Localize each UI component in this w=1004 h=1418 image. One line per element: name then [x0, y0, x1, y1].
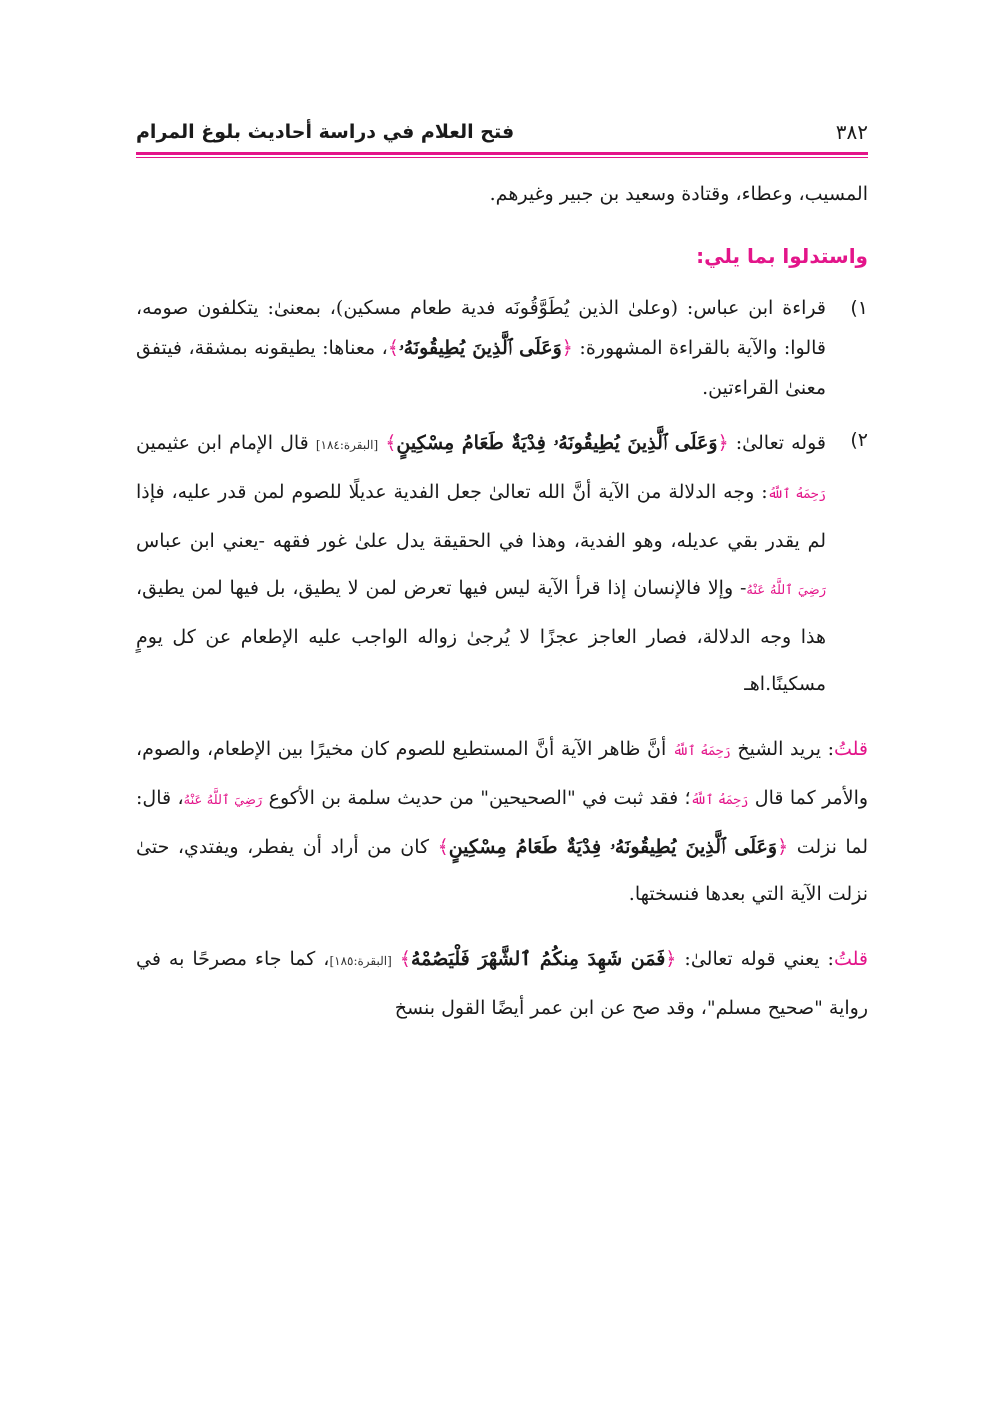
note-text: ؛ فقد ثبت في "الصحيحين" من حديث سلمة بن الأكوع	[262, 787, 691, 809]
item-number: ١)	[850, 297, 868, 319]
note-text: أنَّ ظاهر الآية أنَّ المستطيع للصوم كان مخيرًا بين الإطعام، والصوم، والأمر كما قال	[136, 738, 869, 809]
note-paragraph-1	[136, 726, 868, 918]
list-item-2	[136, 420, 868, 708]
intro-line: المسيب، وعطاء، وقتادة وسعيد بن جبير وغيرهم.	[489, 183, 868, 205]
page-number: ٣٨٢	[835, 120, 868, 144]
item-text	[136, 420, 826, 708]
note-text: : يعني قوله تعالىٰ:	[676, 948, 834, 970]
verse-reference: [البقرة:١٨٥]	[329, 954, 392, 968]
quran-verse: فَمَن شَهِدَ مِنكُمُ ٱلشَّهْرَ فَلْيَصُمْهُ	[410, 948, 666, 970]
ornate-bracket-open: ﴿	[777, 836, 789, 858]
honorific: رَحِمَهُ ٱللَّهُ	[767, 487, 826, 502]
item-text-part: قوله تعالىٰ:	[728, 432, 826, 454]
note-text: كان من أراد أن يفطر، ويفتدي، حتىٰ نزلت الآية التي بعدها فنسختها.	[136, 836, 868, 905]
header-rule-thick	[136, 152, 868, 155]
item-text-part: - وإلا فالإنسان إذا قرأ الآية ليس فيها تعرض لمن لا يطيق، بل فيها لمن يطيق، هذا وجه الدلالة، فصار العاجز عجزًا لا يُرجىٰ زواله الواجب عليه الإطعام عن كل يومٍ مسكينًا.اهـ	[136, 577, 826, 695]
qultu-label: قلتُ	[833, 738, 869, 760]
quran-verse: وَعَلَى ٱلَّذِينَ يُطِيقُونَهُۥ	[398, 337, 562, 359]
ornate-bracket-close: ﴾	[437, 836, 449, 858]
section-heading: واستدلوا بما يلي:	[696, 244, 868, 268]
note-text: : يريد الشيخ	[730, 738, 834, 760]
book-title: فتح العلام في دراسة أحاديث بلوغ المرام	[136, 121, 515, 143]
qultu-label: قلتُ	[833, 948, 868, 970]
honorific: رَحِمَهُ ٱللَّهُ	[672, 744, 731, 759]
list-item-1	[136, 288, 868, 408]
item-number: ٢)	[850, 429, 868, 451]
item-text-part: قال الإمام ابن عثيمين	[136, 432, 316, 454]
ornate-bracket-close: ﴾	[387, 337, 399, 359]
ornate-bracket-close: ﴾	[385, 432, 397, 454]
note-text: ، كما جاء مصرحًا به في رواية "صحيح مسلم"، وقد صح عن ابن عمر أيضًا القول بنسخ	[136, 948, 868, 1019]
verse-reference: [البقرة:١٨٤]	[315, 438, 379, 452]
item-text-part: : وجه الدلالة من الآية أنَّ الله تعالىٰ جعل الفدية عديلًا للصوم لمن قدر عليه، فإذا لم يقدر بقي عديله، وهو الفدية، وهذا في الحقيقة يدل علىٰ غور فقهه -يعني ابن عباس	[136, 481, 826, 552]
honorific: رَضِيَ ٱللَّهُ عَنْهُ	[746, 583, 826, 598]
item-text	[136, 288, 826, 408]
note-text: ، قال: لما نزلت	[136, 787, 868, 858]
item-text-part: قراءة ابن عباس: (وعلىٰ الذين يُطَوَّقُونَه فدية طعام مسكين)، بمعنىٰ: يتكلفون صومه، قالوا: والآية بالقراءة المشهورة:	[136, 297, 826, 359]
honorific: رَحِمَهُ ٱللَّهُ	[690, 793, 749, 808]
main-content	[136, 174, 868, 1032]
ornate-bracket-close: ﴾	[399, 948, 411, 970]
ornate-bracket-open: ﴿	[561, 337, 573, 359]
note-paragraph-2	[136, 936, 868, 1032]
ornate-bracket-open: ﴿	[717, 432, 729, 454]
page-header	[136, 112, 868, 152]
quran-verse: وَعَلَى ٱلَّذِينَ يُطِيقُونَهُۥ فِدْيَةٌ طَعَامُ مِسْكِينٍ	[396, 432, 718, 454]
honorific: رَضِيَ ٱللَّهُ عَنْهُ	[183, 793, 263, 808]
header-rule-thin	[136, 157, 868, 158]
ornate-bracket-open: ﴿	[665, 948, 677, 970]
quran-verse: وَعَلَى ٱلَّذِينَ يُطِيقُونَهُۥ فِدْيَةٌ طَعَامُ مِسْكِينٍ	[448, 836, 778, 858]
item-text-part: ، معناها: يطيقونه بمشقة، فيتفق معنىٰ القراءتين.	[136, 337, 826, 399]
